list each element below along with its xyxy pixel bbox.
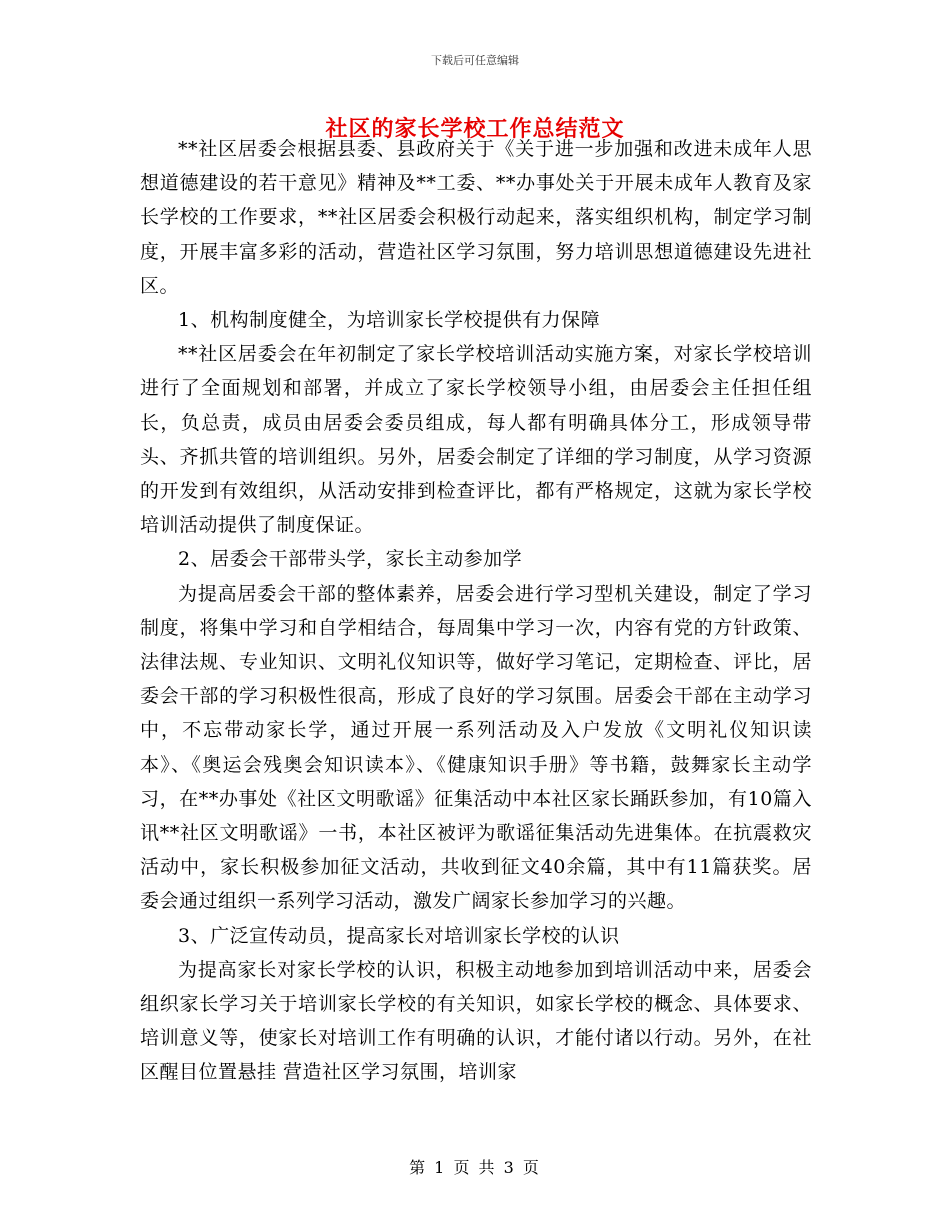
document-title: 社区的家长学校工作总结范文 (325, 116, 625, 142)
section-heading-3: 3、广泛宣传动员，提高家长对培训家长学校的认识 (178, 924, 620, 947)
section-1-paragraph: **社区居委会在年初制定了家长学校培训活动实施方案，对家长学校培训进行了全面规划和部署，并成立了家长学校领导小组，由居委会主任担任组长，负总责，成员由居委会委员组成，每人都有明确具体分工，形成领导带头、齐抓共管的培训组织。另外，居委会制定了详细的学习制度，从学习资源的开发到有效组织，从活动安排到检查评比，都有严格规定，这就为家长学校培训活动提供了制度保证。 (140, 343, 812, 537)
section-3-paragraph: 为提高家长对家长学校的认识，积极主动地参加到培训活动中来，居委会组织家长学习关于培训家长学校的有关知识，如家长学校的概念、具体要求、培训意义等，使家长对培训工作有明确的认识，才能付诸以行动。另外，在社区醒目位置悬挂 营造社区学习氛围，培训家 (140, 958, 812, 1084)
document-body (140, 132, 812, 1090)
intro-paragraph: **社区居委会根据县委、县政府关于《关于进一步加强和改进未成年人思想道德建设的若干意见》精神及**工委、**办事处关于开展未成年人教育及家长学校的工作要求，**社区居委会积极行动起来，落实组织机构，制定学习制度，开展丰富多彩的活动，营造社区学习氛围，努力培训思想道德建设先进社区。 (140, 138, 812, 297)
section-heading-2: 2、居委会干部带头学，家长主动参加学 (178, 548, 523, 571)
section-2-paragraph: 为提高居委会干部的整体素养，居委会进行学习型机关建设，制定了学习制度，将集中学习和自学相结合，每周集中学习一次，内容有党的方针政策、法律法规、专业知识、文明礼仪知识等，做好学习笔记，定期检查、评比，居委会干部的学习积极性很高，形成了良好的学习氛围。居委会干部在主动学习中，不忘带动家长学，通过开展一系列活动及入户发放《文明礼仪知识读本》、《奥运会残奥会知识读本》、《健康知识手册》等书籍，鼓舞家长主动学习，在**办事处《社区文明歌谣》征集活动中本社区家长踊跃参加，有10篇入讯**社区文明歌谣》一书，本社区被评为歌谣征集活动先进集体。在抗震救灾活动中，家长积极参加征文活动，共收到征文40余篇，其中有11篇获奖。居委会通过组织一系列学习活动，激发广阔家长参加学习的兴趣。 (140, 582, 812, 913)
page-header-note: 下载后可任意编辑 (431, 54, 519, 67)
page-number: 第 1 页 共 3 页 (409, 1158, 541, 1177)
section-heading-1: 1、机构制度健全，为培训家长学校提供有力保障 (178, 309, 601, 332)
